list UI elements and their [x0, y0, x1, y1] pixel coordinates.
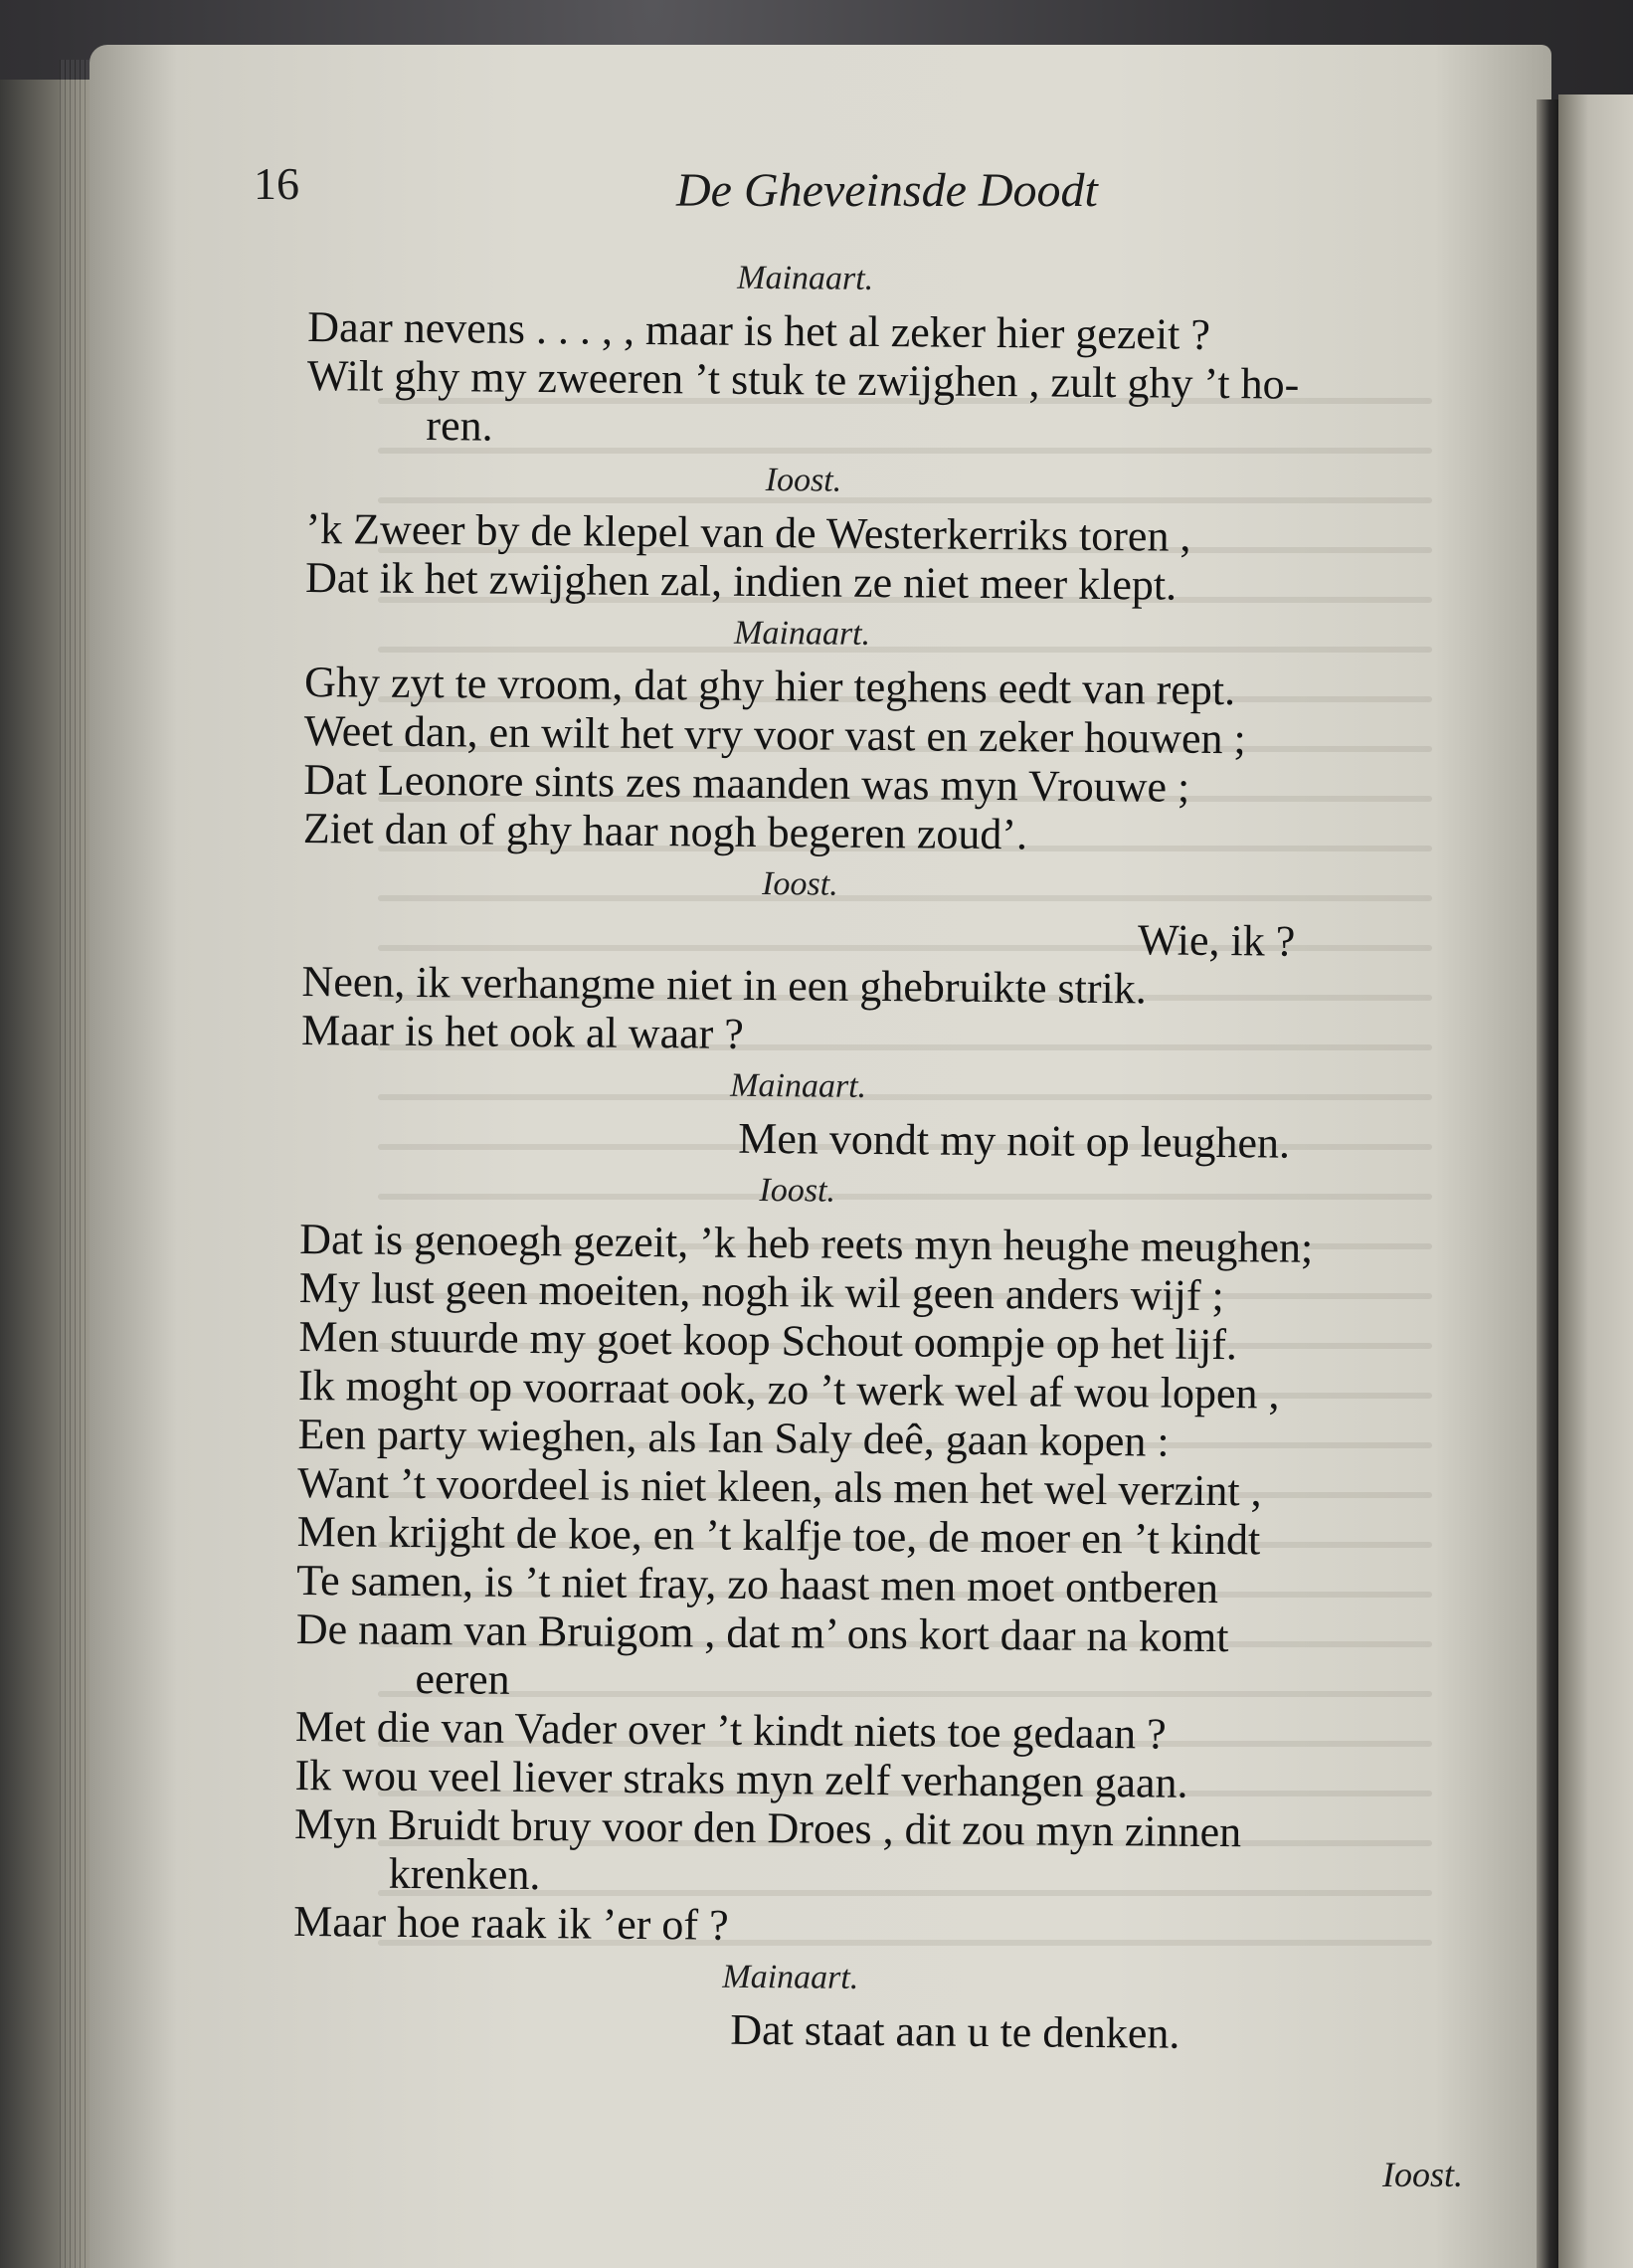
verse-line: De naam van Bruigom , dat m’ ons kort daar na komt	[295, 1604, 1229, 1662]
verse-line: Dat is genoegh gezeit, ’k heb reets myn heughe meughen;	[299, 1214, 1314, 1272]
verse-line: Ik wou veel liever straks myn zelf verhangen gaan.	[294, 1750, 1188, 1807]
verse-line: Myn Bruidt bruy voor den Droes , dit zou myn zinnen	[293, 1798, 1242, 1857]
speaker-name: Mainaart.	[730, 1066, 867, 1105]
speaker-name: Mainaart.	[737, 259, 874, 297]
running-title: De Gheveinsde Doodt	[676, 164, 1098, 217]
verse-line: Men stuurde my goet koop Schout oompje op het lijf.	[298, 1311, 1238, 1370]
speaker-name: Ioost.	[762, 865, 838, 903]
verse-line: eeren	[415, 1653, 510, 1704]
verse-line: Maar hoe raak ik ’er of ?	[293, 1896, 729, 1950]
verse-line: Ik moght op voorraat ook, zo ’t werk wel af wou lopen ,	[297, 1360, 1280, 1418]
verse-line: Te samen, is ’t niet fray, zo haast men moet ontberen	[296, 1555, 1219, 1613]
page-number: 16	[254, 158, 299, 209]
verse-line: Een party wieghen, als Ian Saly deê, gaan kopen :	[297, 1409, 1170, 1466]
verse-line: Neen, ik verhangme niet in een ghebruikte strik.	[301, 956, 1147, 1014]
speaker-name: Ioost.	[765, 462, 842, 499]
verse-line: Weet dan, en wilt het vry voor vast en zeker houwen ;	[303, 705, 1246, 764]
verse-line: Dat Leonore sints zes maanden was myn Vrouwe ;	[303, 754, 1190, 812]
verse-line: Want ’t voordeel is niet kleen, als men het wel verzint ,	[296, 1457, 1262, 1516]
verse-line: Men krijght de koe, en ’t kalfje toe, de moer en ’t kindt	[296, 1506, 1261, 1565]
verse-line: My lust geen moeiten, nogh ik wil geen anders wijf ;	[298, 1262, 1224, 1321]
speaker-name: Mainaart.	[733, 614, 871, 653]
verse-line: Dat staat aan u te denken.	[730, 2004, 1180, 2058]
verse-line: Ziet dan of ghy haar nogh begeren zoud’.	[302, 803, 1028, 859]
facing-page	[1558, 94, 1633, 2268]
verse-line: Ghy zyt te vroom, dat ghy hier teghens eedt van rept.	[303, 657, 1236, 715]
verse-line: ’k Zweer by de klepel van de Westerkerriks toren ,	[305, 503, 1191, 561]
verse-line: Wilt ghy my zweeren ’t stuk te zwijghen , zult ghy ’t ho-	[306, 350, 1300, 409]
verse-line: Daar nevens . . . , , maar is het al zeker hier gezeit ?	[307, 301, 1211, 359]
verse-line: Dat ik het zwijghen zal, indien ze niet meer klept.	[304, 552, 1178, 610]
verse-line: ren.	[426, 401, 493, 451]
verse-line: Wie, ik ?	[1137, 915, 1296, 966]
book-gutter	[1537, 99, 1558, 2268]
verse-line: Met die van Vader over ’t kindt niets toe gedaan ?	[294, 1701, 1167, 1759]
page-header	[254, 157, 1208, 217]
verse-line: Maar is het ook al waar ?	[300, 1005, 745, 1058]
speaker-name: Ioost.	[759, 1171, 836, 1210]
verse-line: krenken.	[388, 1848, 541, 1900]
verse-line: Men vondt my noit op leughen.	[737, 1113, 1291, 1168]
play-text	[292, 247, 1492, 2060]
catchword: Ioost.	[1382, 2155, 1463, 2194]
speaker-name: Mainaart.	[722, 1958, 859, 1996]
